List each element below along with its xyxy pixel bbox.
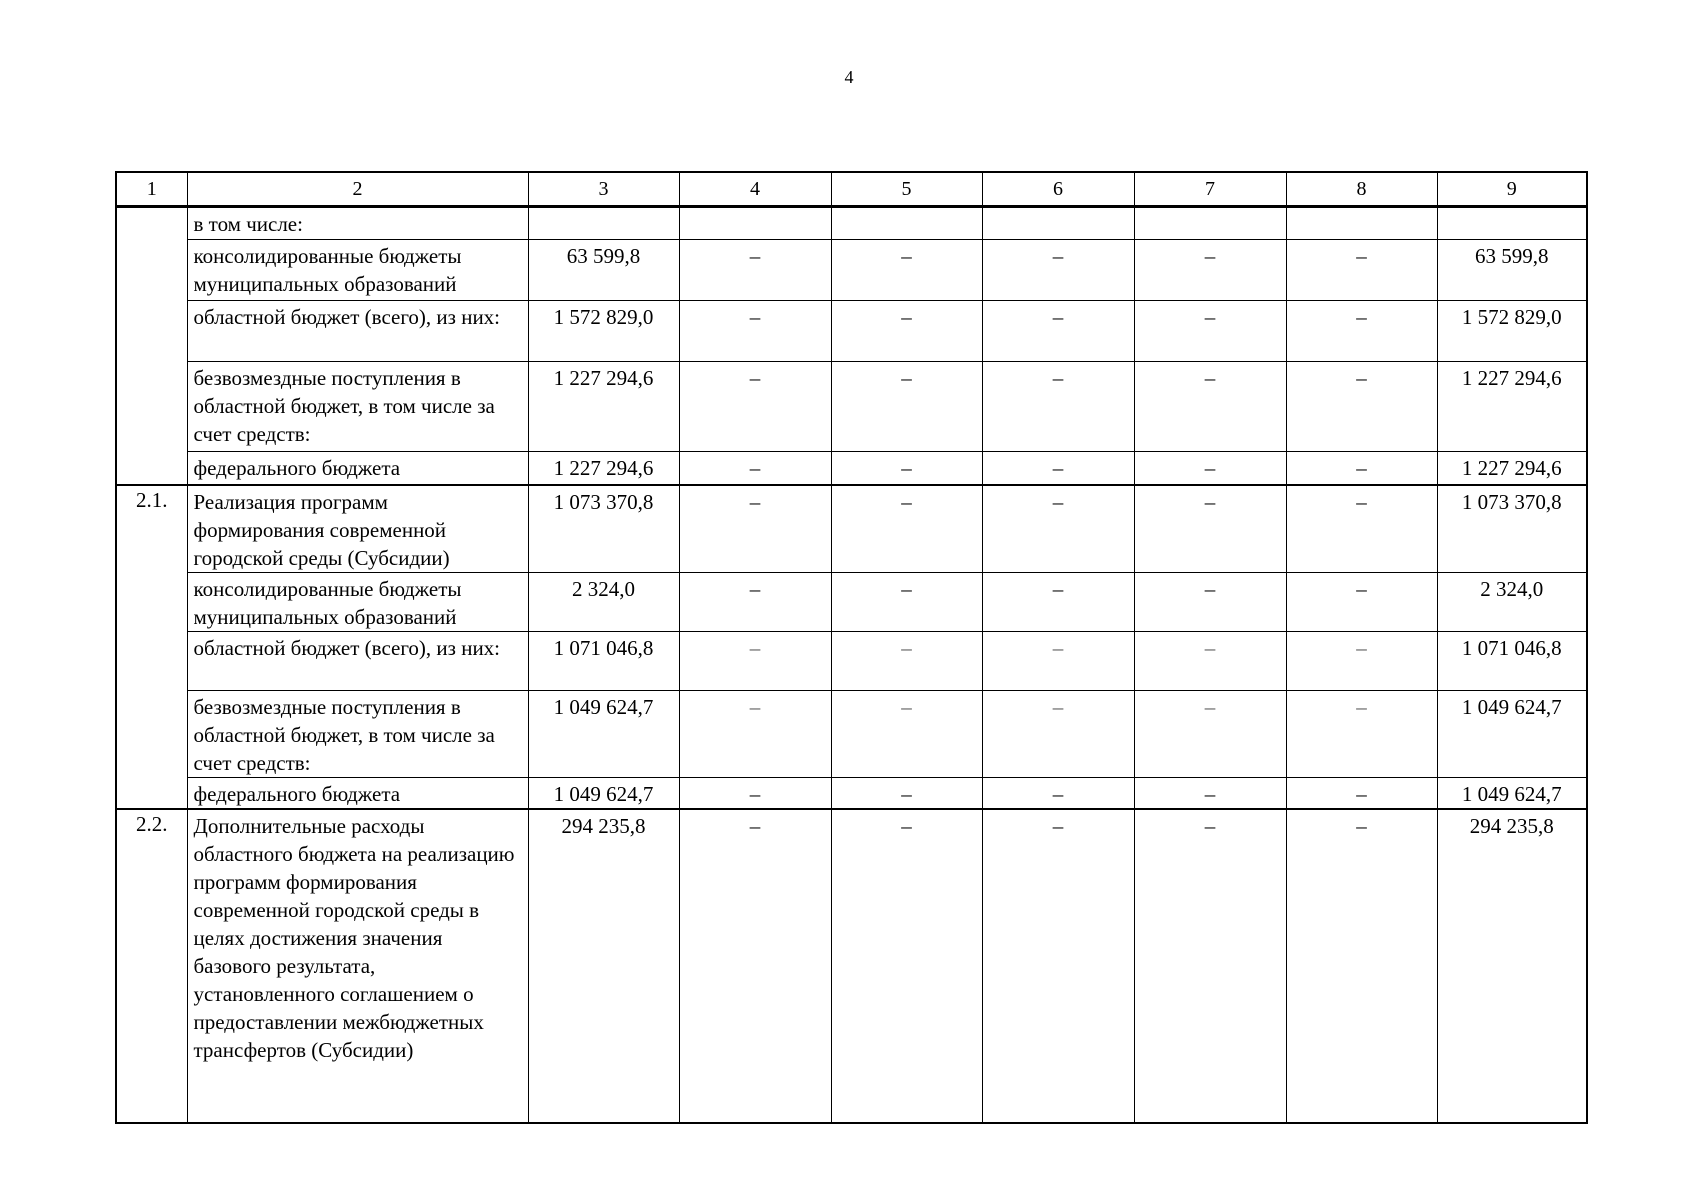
table-row [116,631,1587,690]
table-row [116,452,1587,485]
row-code [116,207,187,485]
cell-col6: – [982,452,1134,485]
cell-col6: – [982,301,1134,362]
cell-col9: 1 227 294,6 [1437,362,1587,452]
cell-col4: – [679,485,831,573]
column-number: 7 [1134,172,1286,207]
table-row [116,362,1587,452]
column-number: 8 [1286,172,1437,207]
cell-col8: – [1286,485,1437,573]
table-row [116,777,1587,809]
row-text: консолидированные бюджеты муниципальных образований [187,240,528,301]
cell-col4: – [679,301,831,362]
cell-col4: – [679,777,831,809]
cell-col9: 294 235,8 [1437,809,1587,1123]
cell-col9 [1437,207,1587,240]
cell-col7: – [1134,240,1286,301]
cell-col3: 1 572 829,0 [528,301,679,362]
table-row [116,690,1587,777]
table-row [116,809,1587,1123]
cell-col4 [679,207,831,240]
cell-col6: – [982,809,1134,1123]
column-number: 1 [116,172,187,207]
cell-col7: – [1134,809,1286,1123]
table-row [116,572,1587,631]
page-number: 4 [844,67,854,87]
cell-col4: – [679,690,831,777]
budget-table [115,171,1588,1124]
cell-col9: 1 071 046,8 [1437,631,1587,690]
cell-col7: – [1134,301,1286,362]
cell-col8: – [1286,572,1437,631]
cell-col4: – [679,362,831,452]
cell-col7: – [1134,690,1286,777]
cell-col5: – [831,572,982,631]
cell-col5: – [831,240,982,301]
cell-col4: – [679,809,831,1123]
row-text: областной бюджет (всего), из них: [187,631,528,690]
cell-col6: – [982,362,1134,452]
cell-col4: – [679,572,831,631]
table-row [116,207,1587,240]
cell-col8: – [1286,690,1437,777]
row-text: Дополнительные расходы областного бюджета на реализацию программ формирования современной городской среды в целях достижения значения базового результата, установленного соглашением о предоставлении межбюджетных трансфертов (Субсидии) [187,809,528,1123]
column-number: 9 [1437,172,1587,207]
cell-col8 [1286,207,1437,240]
cell-col8: – [1286,240,1437,301]
row-code: 2.1. [116,485,187,810]
column-number: 3 [528,172,679,207]
cell-col7: – [1134,777,1286,809]
cell-col9: 1 049 624,7 [1437,690,1587,777]
cell-col8: – [1286,301,1437,362]
cell-col7: – [1134,485,1286,573]
column-number-row [116,172,1587,207]
cell-col9: 1 572 829,0 [1437,301,1587,362]
row-code: 2.2. [116,809,187,1123]
cell-col7: – [1134,631,1286,690]
row-text: Реализация программ формирования современной городской среды (Субсидии) [187,485,528,573]
cell-col8: – [1286,362,1437,452]
cell-col3: 1 227 294,6 [528,452,679,485]
cell-col6: – [982,240,1134,301]
cell-col5: – [831,485,982,573]
cell-col7: – [1134,452,1286,485]
cell-col3: 1 073 370,8 [528,485,679,573]
cell-col7 [1134,207,1286,240]
cell-col8: – [1286,631,1437,690]
cell-col4: – [679,452,831,485]
column-number: 2 [187,172,528,207]
cell-col9: 2 324,0 [1437,572,1587,631]
column-number: 6 [982,172,1134,207]
row-text: безвозмездные поступления в областной бюджет, в том числе за счет средств: [187,362,528,452]
cell-col9: 63 599,8 [1437,240,1587,301]
row-text: федерального бюджета [187,777,528,809]
cell-col8: – [1286,777,1437,809]
cell-col8: – [1286,452,1437,485]
cell-col6: – [982,631,1134,690]
cell-col4: – [679,631,831,690]
cell-col7: – [1134,572,1286,631]
cell-col3: 1 049 624,7 [528,690,679,777]
cell-col5: – [831,362,982,452]
cell-col8: – [1286,809,1437,1123]
cell-col3: 1 071 046,8 [528,631,679,690]
cell-col3: 63 599,8 [528,240,679,301]
cell-col3 [528,207,679,240]
row-text: консолидированные бюджеты муниципальных образований [187,572,528,631]
cell-col3: 1 227 294,6 [528,362,679,452]
cell-col7: – [1134,362,1286,452]
cell-col3: 1 049 624,7 [528,777,679,809]
cell-col5: – [831,631,982,690]
column-number: 5 [831,172,982,207]
cell-col9: 1 049 624,7 [1437,777,1587,809]
cell-col6: – [982,777,1134,809]
cell-col6: – [982,690,1134,777]
cell-col6: – [982,485,1134,573]
cell-col6: – [982,572,1134,631]
cell-col5: – [831,452,982,485]
column-number: 4 [679,172,831,207]
row-text: безвозмездные поступления в областной бюджет, в том числе за счет средств: [187,690,528,777]
cell-col4: – [679,240,831,301]
table-row [116,301,1587,362]
table-row [116,240,1587,301]
cell-col5: – [831,809,982,1123]
cell-col9: 1 227 294,6 [1437,452,1587,485]
cell-col3: 2 324,0 [528,572,679,631]
row-text: в том числе: [187,207,528,240]
cell-col6 [982,207,1134,240]
row-text: федерального бюджета [187,452,528,485]
cell-col9: 1 073 370,8 [1437,485,1587,573]
cell-col5: – [831,777,982,809]
cell-col5: – [831,301,982,362]
cell-col5: – [831,690,982,777]
cell-col5 [831,207,982,240]
cell-col3: 294 235,8 [528,809,679,1123]
row-text: областной бюджет (всего), из них: [187,301,528,362]
table-row [116,485,1587,573]
